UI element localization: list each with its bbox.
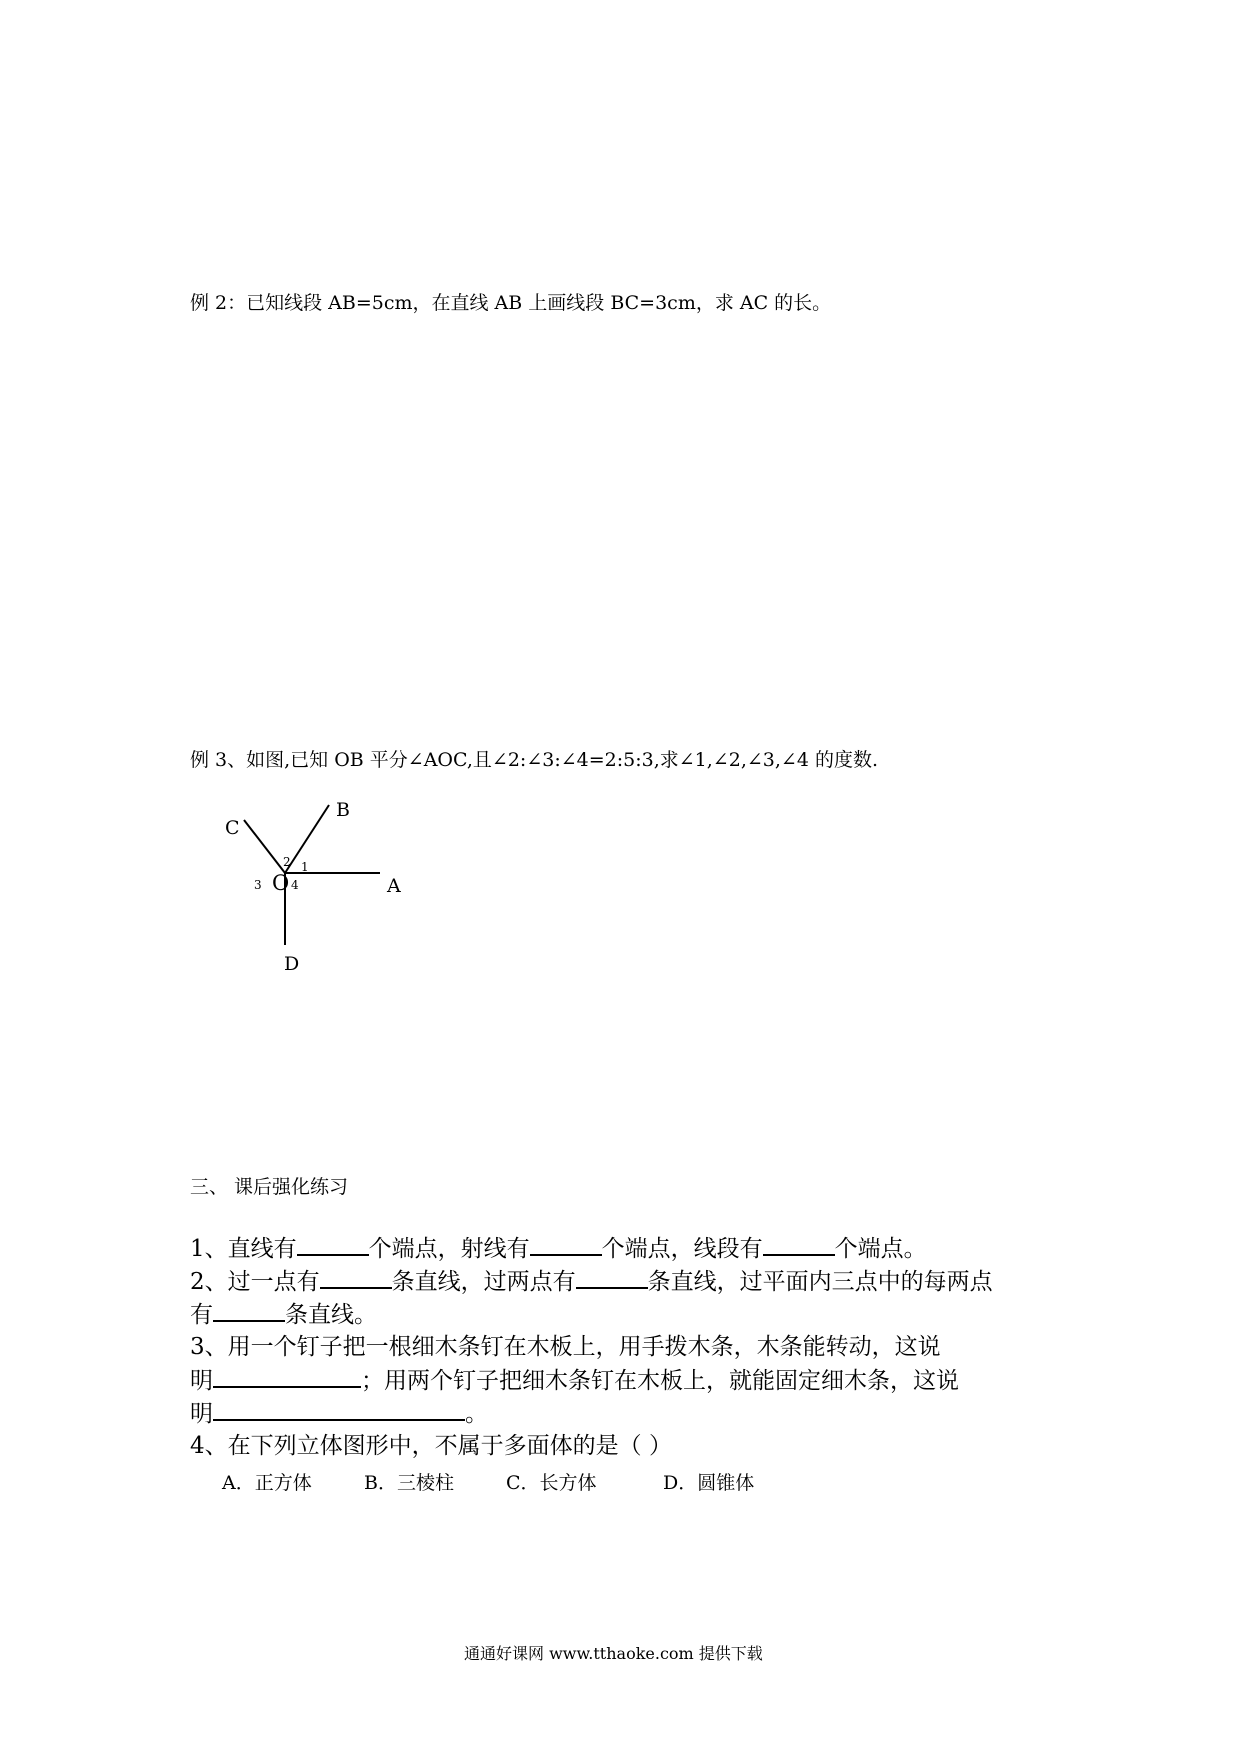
q4-option-c[interactable]: C．长方体 xyxy=(506,1472,597,1494)
question-2-line-2 xyxy=(190,1298,377,1332)
q1-text-1: 1、直线有 xyxy=(190,1236,297,1262)
q1-text-4: 个端点。 xyxy=(834,1236,927,1262)
q2-text-1: 2、过一点有 xyxy=(190,1269,320,1295)
question-3-line-1: 3、用一个钉子把一根细木条钉在木板上，用手拨木条，木条能转动，这说 xyxy=(190,1334,941,1360)
page-footer: 通通好课网 www.tthaoke.com 提供下载 xyxy=(464,1644,763,1663)
label-d: D xyxy=(284,953,300,975)
q4-option-b[interactable]: B．三棱柱 xyxy=(364,1472,454,1494)
q2-blank-2[interactable] xyxy=(576,1265,648,1289)
question-3-line-3 xyxy=(190,1397,488,1431)
q3-text-2: 明 xyxy=(190,1368,213,1394)
q4-option-a[interactable]: A．正方体 xyxy=(222,1472,312,1494)
angle-4-label: 4 xyxy=(291,878,299,892)
question-3-line-2 xyxy=(190,1364,959,1398)
q3-blank-2[interactable] xyxy=(213,1397,465,1421)
q2-text-2: 条直线，过两点有 xyxy=(391,1269,576,1295)
label-o: O xyxy=(272,871,290,895)
q1-text-3: 个端点，线段有 xyxy=(601,1236,763,1262)
q1-blank-3[interactable] xyxy=(763,1232,835,1256)
section-3-title: 三、 课后强化练习 xyxy=(190,1176,349,1198)
q1-text-2: 个端点，射线有 xyxy=(368,1236,530,1262)
label-a: A xyxy=(387,875,401,897)
q2-text-5: 条直线。 xyxy=(285,1302,377,1328)
q3-text-5: 。 xyxy=(465,1401,488,1427)
example-3-text: 例 3、如图,已知 OB 平分∠AOC,且∠2:∠3:∠4=2:5:3,求∠1,∠2,∠3,∠4 的度数. xyxy=(190,749,878,771)
q3-text-3: ；用两个钉子把细木条钉在木板上，就能固定细木条，这说 xyxy=(361,1368,959,1394)
q3-blank-1[interactable] xyxy=(213,1364,361,1388)
q2-blank-3[interactable] xyxy=(213,1298,285,1322)
q3-text-4: 明 xyxy=(190,1401,213,1427)
q2-text-3: 条直线，过平面内三点中的每两点 xyxy=(647,1269,993,1295)
label-c: C xyxy=(225,817,240,839)
q1-blank-2[interactable] xyxy=(530,1232,602,1256)
angle-2-label: 2 xyxy=(283,855,291,869)
q4-option-d[interactable]: D．圆锥体 xyxy=(663,1472,755,1494)
q1-blank-1[interactable] xyxy=(297,1232,369,1256)
label-b: B xyxy=(336,799,350,821)
example-2-text: 例 2：已知线段 AB=5cm，在直线 AB 上画线段 BC=3cm，求 AC 的长。 xyxy=(190,292,832,314)
q2-text-4: 有 xyxy=(190,1302,213,1328)
question-2-line-1 xyxy=(190,1265,993,1299)
angle-1-label: 1 xyxy=(301,860,309,874)
q2-blank-1[interactable] xyxy=(320,1265,392,1289)
question-1 xyxy=(190,1232,927,1266)
question-4: 4、在下列立体图形中，不属于多面体的是（ ） xyxy=(190,1433,672,1459)
angle-3-label: 3 xyxy=(254,878,262,892)
ray-oc xyxy=(244,820,285,873)
